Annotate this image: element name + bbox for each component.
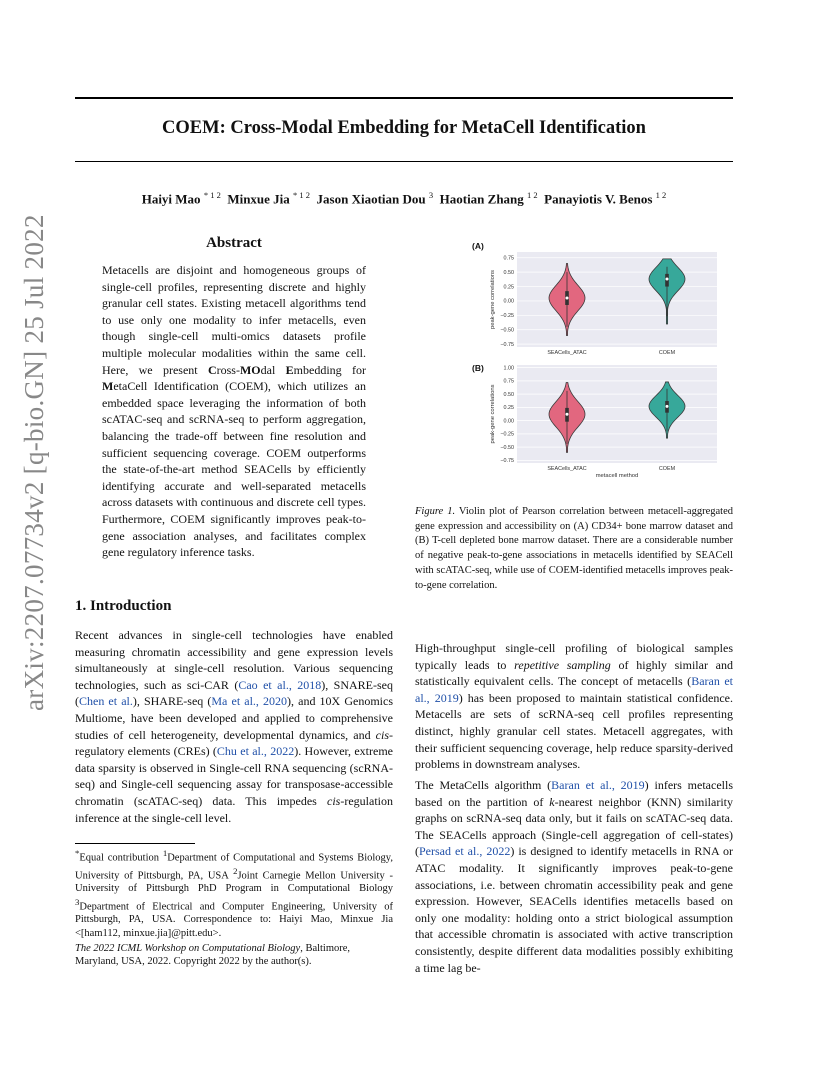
author-name: Panayiotis V. Benos — [544, 191, 653, 207]
title-top-rule — [75, 97, 733, 99]
footnote-mark: * — [75, 848, 80, 858]
abstract-text: etaCell Identification (COEM), which utilizes an embedded space leveraging the information of both scATAC-seq and scRNA-seq to perform aggregation, balancing the trade-off between fine resolution and sufficient sequencing coverage. COEM outperforms the state-of-the-art method SEACells by efficiently identifying accurate and well-separated metacells across datasets with continuous and discrete cell types. Furthermore, COEM significantly improves peak-to-gene association analyses, and facilitates complex gene regulatory inference tasks. — [102, 379, 366, 560]
footnote-mark: 1 — [162, 848, 168, 858]
violin-median — [566, 413, 569, 416]
body-text: ) infers metacells based on the partition of — [415, 778, 733, 809]
body-text: The MetaCells algorithm ( — [415, 778, 552, 792]
intro-paragraph — [75, 627, 393, 826]
intro-text: Recent advances in single-cell technologies have enabled measuring chromatin accessibility and gene expression levels simultaneously at single-cell resolution. Various sequencing technologies, such as sci-CAR ( — [75, 628, 393, 692]
abstract-text: dal — [260, 362, 286, 377]
y-tick-label: 0.00 — [503, 298, 514, 305]
y-axis-label: peak-gene correlations — [490, 270, 496, 329]
abstract-text: mbedding for — [293, 362, 366, 377]
workshop-note — [75, 942, 393, 968]
right-paragraph-1 — [415, 640, 733, 773]
citation-link[interactable]: Baran et al., 2019 — [415, 674, 733, 705]
intro-text: -regulatory elements (CREs) ( — [75, 727, 393, 759]
footnote-text: Department of Computational and Systems Biology, University of Pittsburgh, PA, USA — [75, 852, 393, 882]
citation-link[interactable]: Baran et al., 2019 — [551, 778, 645, 792]
y-tick-label: 1.00 — [503, 365, 514, 372]
arxiv-identifier: arXiv:2207.07734v2 [q-bio.GN] 25 Jul 2022 — [19, 214, 49, 711]
y-tick-label: −0.50 — [500, 327, 514, 334]
body-text: ) has been proposed to maintain statistical confidence. Metacells are sets of scRNA-seq cell profiles representing distinct, highly granular cell states. Metacell aggregates, with their sufficient sequencing coverage, help reduce sparsity-derived problems in downstream analyses. — [415, 690, 733, 772]
abstract-text: ross- — [216, 362, 240, 377]
footnote-text: Department of Electrical and Computer Engineering, University of Pittsburgh, PA, USA. Correspondence to: Haiyi Mao, Minxue Jia <[ham112, minxue.jia]@pitt.edu>. — [75, 901, 393, 939]
figure-caption — [415, 505, 733, 593]
author-list — [75, 190, 733, 207]
abstract-acronym-letter: E — [285, 362, 294, 377]
body-italic: repetitive sampling — [514, 657, 611, 672]
affiliation-footnote — [75, 847, 393, 940]
intro-text: ), and 10X Genomics Multiome, have been developed and applied to comprehensive studies of cell heterogeneity, developmental dynamics, and — [75, 694, 393, 742]
y-tick-label: −0.25 — [500, 313, 514, 320]
figure-caption-label: Figure 1. — [415, 506, 456, 517]
y-axis-label: peak-gene correlations — [490, 384, 496, 444]
x-tick-label: COEM — [658, 350, 676, 356]
x-tick-label: COEM — [658, 466, 676, 472]
citation-link[interactable]: Chen et al. — [79, 694, 133, 709]
author-affiliation: * 1 2 — [293, 190, 311, 200]
y-tick-label: 0.25 — [503, 405, 514, 412]
intro-italic: cis — [327, 793, 341, 808]
intro-text: -regulation inference at the single-cell level. — [75, 793, 393, 825]
x-tick-label: SEACells_ATAC — [547, 466, 587, 472]
x-tick-label: SEACells_ATAC — [547, 350, 587, 356]
y-tick-label: 0.50 — [503, 269, 514, 276]
author-affiliation: 3 — [428, 190, 434, 200]
footnote-text: Equal contribution — [79, 852, 163, 864]
footnote-mark: 3 — [75, 896, 80, 907]
abstract-acronym-letter: C — [207, 362, 217, 377]
body-text: ) is designed to identify metacells in RNA or ATAC modality. It significantly improves peak-to-gene associations, i.e. between chromatin accessibility peak and gene expression. However, SEACells identifies metacells based on only one modality: holding onto a strict biological assumption that accessible chromatin is associated with active transcription consistently, despite different data modalities possibly exhibiting a time lag be- — [415, 844, 733, 975]
figure-caption-text: Violin plot of Pearson correlation between metacell-aggregated gene expression and accessibility on (A) CD34+ bone marrow dataset and (B) T-cell depleted bone marrow dataset. There are a considerable number of negative peak-to-gene associations in metacells identified by SEACell with scATAC-seq, while use of COEM-identified metacells improves peak-to-gene correlation. — [415, 506, 733, 591]
y-tick-label: 0.75 — [503, 255, 514, 262]
violin-median — [666, 278, 669, 281]
citation-link[interactable]: Ma et al., 2020 — [211, 694, 288, 709]
workshop-name: The 2022 ICML Workshop on Computational Biology — [75, 943, 301, 954]
violin-median — [666, 405, 669, 408]
author-affiliation: 1 2 — [655, 190, 667, 200]
y-tick-label: 0.50 — [503, 391, 514, 398]
author-name: Jason Xiaotian Dou — [316, 191, 426, 207]
intro-text: ). However, extreme data sparsity is observed in Single-cell RNA sequencing (scRNA-seq) and Single-cell sequencing assay for transposase-accessible chromatin (scATAC-seq) data. This impedes — [75, 744, 393, 808]
abstract-acronym-letter: M — [102, 379, 114, 394]
plot-background — [517, 365, 717, 463]
intro-text: ), SNARE-seq ( — [75, 677, 393, 709]
violin-panel-a — [472, 241, 717, 356]
author-name: Minxue Jia — [227, 191, 290, 207]
author-name: Haiyi Mao — [141, 191, 201, 207]
y-tick-label: −0.75 — [500, 341, 514, 348]
y-tick-label: 0.00 — [503, 418, 514, 425]
abstract-heading: Abstract — [206, 235, 262, 251]
abstract-text: Metacells are disjoint and homogeneous groups of single-cell profiles, representing discrete and highly granular cell states. Existing metacell algorithms tend to use only one modality to infer metacells, even though single-cell multi-omics datasets profile multiple molecular modalities within the same cell. Here, we present — [102, 263, 366, 377]
body-text: High-throughput single-cell profiling of biological samples typically leads to — [415, 641, 733, 672]
abstract-acronym-letter: MO — [239, 362, 261, 377]
body-text: of highly similar and statistically equivalent cells. The concept of metacells ( — [415, 657, 734, 689]
violin-panel-b — [472, 363, 717, 479]
y-tick-label: 0.25 — [503, 284, 514, 291]
intro-text: ), SHARE-seq ( — [132, 694, 212, 709]
x-axis-label: metacell method — [595, 473, 639, 479]
violin-median — [566, 297, 569, 300]
citation-link[interactable]: Chu et al., 2022 — [216, 744, 295, 759]
author-affiliation: * 1 2 — [203, 190, 221, 200]
plot-background — [517, 252, 717, 347]
y-tick-label: −0.50 — [500, 444, 514, 451]
citation-link[interactable]: Persad et al., 2022 — [419, 844, 511, 859]
y-tick-label: −0.25 — [500, 431, 514, 438]
citation-link[interactable]: Cao et al., 2018 — [238, 677, 322, 692]
section-heading-introduction: 1. Introduction — [75, 598, 172, 614]
footnote-mark: 2 — [233, 865, 238, 876]
y-tick-label: 0.75 — [503, 378, 514, 385]
panel-label: (B) — [472, 363, 484, 373]
footnote-divider — [75, 843, 195, 844]
title-bottom-rule — [75, 161, 733, 162]
y-tick-label: −0.75 — [500, 458, 514, 465]
workshop-text: , Baltimore, Maryland, USA, 2022. Copyright 2022 by the author(s). — [75, 943, 351, 968]
violin-figure — [462, 240, 722, 490]
paper-title: COEM: Cross-Modal Embedding for MetaCell Identification — [162, 118, 646, 138]
panel-label: (A) — [472, 241, 484, 251]
body-italic: k — [549, 794, 555, 809]
author-affiliation: 1 2 — [527, 190, 538, 200]
abstract-body — [102, 262, 366, 561]
right-paragraph-2 — [415, 777, 733, 976]
author-name: Haotian Zhang — [439, 191, 524, 207]
footnote-text: Joint Carnegie Mellon University - University of Pittsburgh PhD Program in Computational Biology — [75, 870, 393, 895]
intro-italic: cis — [375, 727, 389, 742]
body-text: -nearest neighbor (KNN) similarity graphs on scRNA-seq data only, but it fails on scATAC-seq data. The SEACells approach (Single-cell aggregation of cell-states) ( — [415, 794, 733, 859]
